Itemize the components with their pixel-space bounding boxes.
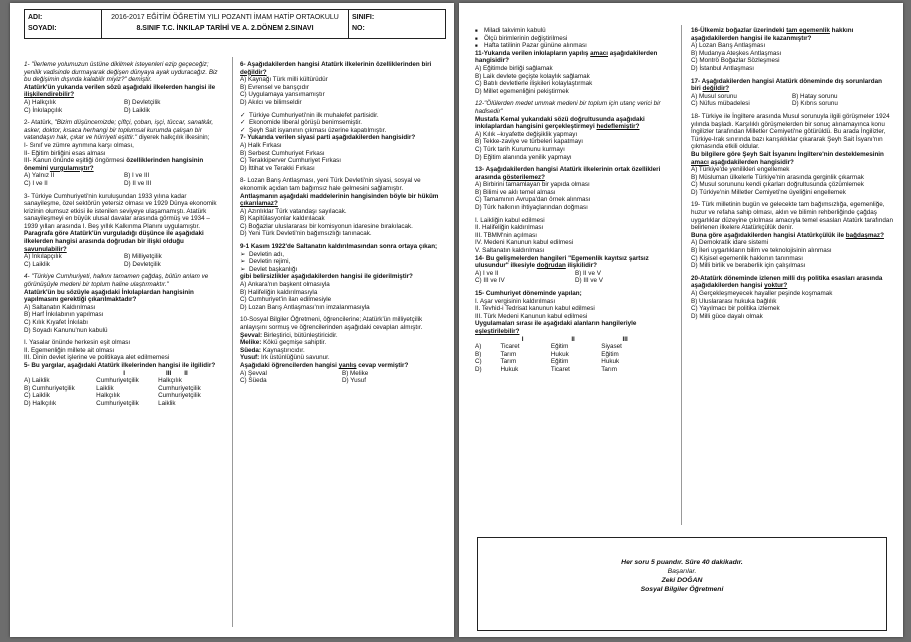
question-11 [475, 27, 675, 95]
q12-option-a[interactable]: A) Kılık –kıyafette değişiklik yapmayı [475, 130, 578, 138]
q13-option-d[interactable]: D) Türk halkının ihtiyaçlarından doğması [475, 204, 588, 212]
q2-stem-emphasis: vurgulamıştır? [49, 164, 94, 172]
q2-item-2: II- Eğitim birliğini esas alması [24, 149, 106, 157]
q5-item-2: II. Egemenliğin millete ait olması [24, 346, 115, 354]
q7-option-d[interactable]: D) İttihat ve Terakki Fırkası [240, 164, 315, 172]
question-13 [475, 166, 675, 212]
student-info-cell [25, 10, 102, 38]
question-18 [691, 113, 893, 197]
q8-stem: Antlaşmanın aşağıdaki maddelerinin hangisinden böyle bir hüküm [240, 192, 439, 200]
surname-label: SOYADI: [28, 25, 57, 32]
q9-option-d[interactable]: D) Lozan Barış Antlaşması'nın imzalanmasıyla [240, 303, 370, 311]
q10-answer-3: Kaynaştırıcıdır. [261, 346, 305, 354]
q5-option-d[interactable]: D) Halkçılık Cumhuriyetçilik Laiklik [24, 399, 176, 407]
q17-option-a[interactable]: A) Musul sorunu [691, 92, 737, 100]
page2-right-column [691, 27, 893, 325]
q18-option-b[interactable]: B) Müsluman ülkelerle Türkiye'nin arasında gerginlik çıkarmak [691, 173, 864, 181]
q3-text: 3- Türkiye Cumhuriyeti'nin kuruluşundan 1933 yılına kadar sanayileşme, özel sektörün yetersiz olması ve 1929 Dünya ekonomik krizinin olumsuz etkisi ile istenilen seviyeye ulaşamamıştı. Atatürk sanayileşmeyi en büyük ulusal davalar arasında görmüş ve 1934 – 1939 yılları arasında I. Beş yıllık Kalkınma Planını uygulamıştır. [24, 192, 217, 230]
q2-option-b[interactable]: B) I ve III [124, 172, 150, 180]
q1-option-d[interactable]: D) Laiklik [124, 106, 150, 114]
q2-quote: "Bizim düşüncemizde; çiftçi, çoban, işçi, tüccar, sanatkâr, asker, doktor, kısaca herhangi bir toplumsal kurumda çalışan bir vatandaşın hak, çıkar ve hürriyeti eşittir." [24, 119, 214, 142]
question-14 [475, 217, 675, 285]
q12-stem-emphasis: hedeflemiştir? [596, 123, 640, 131]
q10-student-4: Yusuf: [240, 354, 260, 362]
q14-item-1: I. Laikliğin kabul edilmesi [475, 216, 545, 224]
q12-quote: 12-"Ölülerden medet ummak medeni bir toplum için utanç verici bir hadisedir" [475, 100, 661, 115]
q5-stem: 5- Bu yargılar, aşağıdaki Atatürk ilkelerinden hangisi ile ilgilidir? [24, 361, 216, 369]
q1-stem: Atatürk'ün yukarıda verilen sözü aşağıdaki ilkelerden hangisi ile [24, 83, 216, 91]
q16-stem-emphasis: tam egemenlik [786, 27, 830, 34]
exam-title-cell [102, 10, 349, 38]
q11-option-b[interactable]: B) Laik devlete geçişte kolaylık sağlamak [475, 72, 590, 80]
no-label: NO: [352, 25, 365, 32]
question-9 [240, 243, 444, 311]
question-15 [475, 290, 675, 374]
q2-option-a[interactable]: A) Yalnız II [24, 172, 55, 180]
q20-option-c[interactable]: C) Yayılmacı bir politika izlemek [691, 305, 780, 313]
footer-note: Her soru 5 puandır. Süre 40 dakikadır. [621, 559, 743, 566]
name-label: ADI: [28, 14, 43, 21]
class-info-cell [349, 10, 445, 38]
question-8 [240, 177, 444, 238]
q20-stem: 20-Atatürk döneminde izlenen milli dış politika esasları arasında aşağıdakilerden hangisi [691, 274, 883, 290]
q15-stem-emphasis: eşleştirilebilir? [475, 327, 520, 335]
q1-stem-emphasis: ilişkilendirebilir? [24, 91, 75, 99]
exam-header [24, 9, 446, 39]
q17-stem-emphasis: değildir? [702, 85, 730, 93]
q18-text: 18- Türkiye ile İngiltere arasında Musul sorunuyla ilgili görüşmeler 1924 yılında başladı. Karşılıklı görüşmelerden bir sonuç alınamayınca konu İngilizler tarafından Milletler Cemiyeti'ne götürüldü. Bu arada İngilizler, Türkiye-Irak sınırında bazı karışıklıklar çıkararak Şeyh Sait İsyanı'nın çıkmasında etkili oldular. [691, 112, 890, 151]
q15-col-1: I [521, 335, 524, 343]
q15-option-c[interactable]: C) Tarım Eğitim Hukuk [475, 358, 620, 366]
question-3 [24, 193, 224, 269]
exam-page-2 [459, 3, 903, 637]
q5-col-2: II [184, 369, 188, 377]
q1-option-a[interactable]: A) Halkçılık [24, 98, 56, 106]
q5-option-a[interactable]: A) Laiklik Cumhuriyetçilik Halkçılık [24, 377, 182, 385]
q11-option-a[interactable]: A) Eğitimde birliği sağlamak [475, 64, 553, 72]
q10-option-c[interactable]: C) Süeda [240, 377, 267, 385]
q12-option-d[interactable]: D) Eğitim alanında yenilik yapmayı [475, 153, 572, 161]
q20-option-d[interactable]: D) Milli güce dayalı olmak [691, 312, 763, 320]
q6-option-a[interactable]: A) Kaynağı Türk milli kültürüdür [240, 76, 328, 84]
q14-stem-emphasis: doğrudan [536, 262, 566, 270]
footer-wish: Başarılar. [667, 568, 697, 575]
q20-stem-emphasis: yoktur? [764, 282, 788, 290]
q10-answer-4: Irk üstünlüğünü savunur. [259, 354, 330, 362]
left-column [24, 61, 224, 407]
q18-option-c[interactable]: C) Musul sorununu kendi çıkarları doğrultusunda çözümlemek [691, 181, 864, 189]
q16-option-d[interactable]: D) İstanbul Antlaşması [691, 64, 754, 72]
q11-stem-end: aşağıdakilerden hangisidir? [475, 49, 658, 65]
q18-stem: Bu bilgilere göre Şeyh Sait İsyanını İngiltere'nin desteklemesinin [691, 150, 884, 158]
q8-text: 8- Lozan Barış Antlaşması, yeni Türk Devleti'nin siyasi, sosyal ve ekonomik açıdan tam bağımsız hale gelmesini sağlamıştır. [240, 177, 421, 192]
q19-option-c[interactable]: C) Kişisel egemenlik hakkının tanınması [691, 254, 803, 262]
q14-stem-end: ilişkilidir? [565, 262, 597, 270]
q9-line-1: ➢ Devletin adı, [240, 251, 444, 259]
q17-option-b[interactable]: B) Hatay sorunu [792, 92, 838, 100]
q10-stem: Aşağıdaki öğrencilerden hangisi [240, 361, 339, 369]
q2-intro: 2- Atatürk, [24, 119, 55, 127]
question-10 [240, 316, 444, 384]
q18-stem-emphasis: amacı [691, 158, 709, 166]
q13-stem: 13- Aşağıdakilerden hangisi Atatürk ilkelerinin ortak özellikleri arasında [475, 166, 661, 181]
q11-stem: 11-Yukarıda verilen inkılapların yapılış [475, 49, 591, 57]
question-19 [691, 201, 893, 269]
q9-line-3: ➢ Devlet başkanlığı [240, 266, 444, 274]
q6-option-b[interactable]: B) Evrensel ve barışçıdır [240, 83, 309, 91]
q5-option-b[interactable]: B) Cumhuriyetçilik Laiklik Cumhuriyetçilik [24, 384, 201, 392]
q15-item-1: I. Aşar vergisinin kaldırılması [475, 297, 556, 305]
question-5 [24, 339, 224, 407]
exam-title: 8.SINIF T.C. İNKILAP TARİHİ VE A. 2.DÖNEM 2.SINAVI [136, 25, 314, 32]
q4-option-a[interactable]: A) Saltanatın Kaldırılması [24, 303, 96, 311]
q15-col-3: III [622, 335, 628, 343]
q7-line-1: ✓ Türkiye Cumhuriyeti'nin ilk muhalefet partisidir. [240, 112, 444, 120]
q11-line-1: ■ Miladi takvimin kabulü [475, 27, 675, 35]
q8-option-c[interactable]: C) Boğazlar uluslararası bir komisyonun idaresine bırakılacak. [240, 222, 413, 230]
question-16 [691, 27, 893, 73]
middle-column [240, 61, 444, 390]
q2-stem: özelliklerinden hangisinin önemini [24, 157, 204, 172]
q8-option-d[interactable]: D) Yeni Türk Devleti'nin bağımsızlığı tanınacak. [240, 230, 372, 238]
q4-stem: Atatürk'ün bu sözüyle aşağıdaki İnkılaplardan hangisinin yapılmasını gerektiği çıkarılmaktadır? [24, 288, 194, 304]
q19-option-a[interactable]: A) Demokratik idare sistemi [691, 239, 768, 247]
q10-answer-1: Birleştirici, bütünleştiricidir. [262, 331, 338, 339]
q6-option-d[interactable]: D) Akılcı ve bilimseldir [240, 98, 302, 106]
q16-option-b[interactable]: B) Mudanya Ateşkes Antlaşması [691, 49, 782, 57]
q11-line-3: ■ Hafta tatilinin Pazar gününe alınması [475, 42, 675, 50]
question-2 [24, 119, 224, 187]
question-7 [240, 112, 444, 173]
q5-item-3: III. Dinin devlet işlerine ve politikaya alet edilmemesi [24, 354, 170, 362]
q6-stem: 6- Aşağıdakilerden hangisi Atatürk ilkelerinin özelliklerinden biri [240, 61, 432, 68]
question-1 [24, 61, 224, 114]
q9-option-c[interactable]: C) Cumhuriyet'in ilan edilmesiyle [240, 296, 332, 304]
q14-option-c[interactable]: C) III ve IV [475, 277, 505, 285]
q9-stem: 9-1 Kasım 1922'de Saltanatın kaldırılmasından sonra ortaya çıkan; [240, 243, 438, 251]
q7-line-2: ✓ Ekonomide liberal görüşü benimsemiştir. [240, 119, 444, 127]
q16-stem-end: hakkını aşağıdakilerden hangisi ile kazanmıştır? [691, 27, 854, 42]
question-12 [475, 100, 675, 161]
q7-option-c[interactable]: C) Terakkiperver Cumhuriyet Fırkası [240, 157, 342, 165]
q5-col-1: I [123, 369, 125, 377]
q10-option-b[interactable]: B) Melike [342, 369, 369, 377]
q4-quote: 4- "Türkiye Cumhuriyeti, halkını tamamen çağdaş, bütün anlam ve görünüşüyle medeni bir toplum haline ulaştırmaktır." [24, 273, 209, 289]
q2-option-d[interactable]: D) II ve III [124, 179, 152, 187]
q2-option-c[interactable]: C) I ve II [24, 179, 48, 187]
q11-option-d[interactable]: D) Millet egemenliğini pekiştirmek [475, 87, 569, 95]
q3-option-b[interactable]: B) Milliyetçilik [124, 253, 162, 261]
q2-item-1: I- Sınıf ve zümre ayrımına karşı olması, [24, 141, 134, 149]
column-divider-2 [681, 25, 682, 525]
q20-option-a[interactable]: A) Gerçekleşmeyecek hayaller peşinde koşmamak [691, 290, 833, 297]
q17-option-d[interactable]: D) Kıbrıs sorunu [792, 100, 838, 108]
q10-stem-emphasis: yanlış [338, 361, 357, 369]
q3-option-a[interactable]: A) İnkılapçılık [24, 253, 62, 261]
q11-option-c[interactable]: C) Batılı devletlerle ilişkileri kolaylaştırmak [475, 80, 593, 88]
q16-stem: 16-Ülkemiz boğazlar üzerindeki [691, 27, 787, 34]
q12-stem: Mustafa Kemal yukarıdaki sözü doğrultusunda aşağıdaki inkılaplardan hangisini gerçekleştirmeyi [475, 115, 645, 131]
q9-option-a[interactable]: A) Ankara'nın başkent olmasıyla [240, 281, 330, 289]
q14-item-4: IV. Medeni Kanunun kabul edilmesi [475, 239, 574, 247]
q13-option-b[interactable]: B) Bilimi ve aklı temel alması [475, 188, 556, 196]
q4-option-c[interactable]: C) Kılık Kıyafet İnkılabı [24, 319, 89, 326]
q4-option-d[interactable]: D) Soyadı Kanunu'nun kabulü [24, 326, 108, 334]
q7-option-b[interactable]: B) Serbest Cumhuriyet Fırkası [240, 149, 325, 157]
school-name: 2016-2017 EĞİTİM ÖĞRETİM YILI POZANTI İMAM HATİP ORTAOKULU [111, 14, 339, 21]
q4-option-b[interactable]: B) Harf İnkılabının yapılması [24, 311, 104, 319]
teacher-title: Sosyal Bilgiler Öğretmeni [640, 586, 724, 593]
class-label: SINIFI: [352, 14, 375, 21]
q14-stem: 14- Bu gelişmelerden hangileri "Egemenlik kayıtsız şartsız ulusundur" ilkesiyle [475, 254, 649, 270]
q9-stem-2: gibi belirsizlikler aşağıdakilerden hangisi ile giderilmiştir? [240, 273, 413, 281]
question-20 [691, 275, 893, 321]
q10-stem-end: cevap vermiştir? [356, 361, 409, 369]
q2-item-3: III- Kanun önünde eşitliği öngörmesi [24, 157, 127, 165]
q9-option-b[interactable]: B) Halifeliğin kaldırılmasıyla [240, 288, 318, 296]
q1-quote: 1- "İlerleme yolumuzun üstüne dikilmek isteyenleri ezip geçeceğiz; yenilik vadisinde durmayarak değişen dünyaya ayak uyduracağız. Biz bu değişimin dışında kalabilir miyiz?" demiştir. [24, 61, 218, 84]
q13-option-a[interactable]: A) Birbirini tamamlayan bir yapıda olması [475, 181, 590, 189]
q14-item-2: II. Halifeliğin kaldırılması [475, 224, 544, 232]
q10-student-3: Süeda: [240, 346, 261, 354]
q3-stem-emphasis: savunulabilir? [24, 245, 67, 253]
q15-stem: 15- Cumhuriyet döneminde yapılan; [475, 290, 582, 297]
q10-student-2: Melike: [240, 339, 262, 347]
q20-option-b[interactable]: B) Uluslararası hukuka bağlılık [691, 297, 777, 305]
question-17 [691, 78, 893, 108]
q17-option-c[interactable]: C) Nüfus mübadelesi [691, 100, 750, 108]
q14-option-a[interactable]: A) I ve II [475, 269, 499, 277]
question-4 [24, 273, 224, 334]
q11-line-2: ■ Ölçü birimlerinin değiştirilmesi [475, 35, 675, 43]
q7-stem: 7- Yukarıda verilen siyasi parti aşağıdakilerden hangisidir? [240, 134, 416, 142]
footer-box [477, 537, 887, 631]
q10-text: 10-Sosyal Bilgiler Öğretmeni, öğrencilerine; Atatürk'ün milliyetçilik anlayışını sormuş ve öğrencilerinden aşağıdaki cevapları almıştır. [240, 316, 423, 331]
q13-option-c[interactable]: C) Tamamının Avrupa'dan örnek alınması [475, 196, 591, 204]
q5-item-1: I. Yasalar önünde herkesin eşit olması [24, 339, 131, 347]
q14-item-5: V. Saltanatın kaldırılması [475, 247, 545, 255]
q19-stem: Buna göre aşağıdakilerden hangisi Atatürkçülük ile [691, 231, 846, 239]
q18-stem-end: aşağıdakilerden hangisidir? [708, 158, 794, 166]
q18-option-a[interactable]: A) Türkiye'de yenilikleri engellemek [691, 166, 790, 174]
q10-option-d[interactable]: D) Yusuf [342, 377, 367, 385]
page2-left-column [475, 27, 675, 379]
q3-option-c[interactable]: C) Laiklik [24, 260, 50, 268]
teacher-name: Zeki DOĞAN [661, 577, 703, 584]
exam-page-1 [10, 3, 454, 637]
q3-stem: Paragrafa göre Atatürk'ün vurguladığı düşünce ile aşağıdaki ilkelerden hangisi arasında doğrudan bir ilişki olduğu [24, 230, 204, 246]
q15-option-d[interactable]: D) Hukuk Ticaret Tarım [475, 365, 618, 373]
q17-stem: 17- Aşağıdakilerden hangisi Atatürk döneminde dış sorunlardan biri [691, 77, 882, 93]
q5-option-c[interactable]: C) Laiklik Halkçılık Cumhuriyetçilik [24, 392, 201, 400]
q15-stem-2: Uygulamaları sırası ile aşağıdaki alanların hangileriyle [475, 320, 637, 328]
q15-col-2: II [571, 335, 575, 343]
q5-col-3: III [166, 369, 172, 377]
q16-option-c[interactable]: C) Montrö Boğazlar Sözleşmesi [691, 57, 780, 65]
q10-answer-2: Kökü geçmişe sahiptir. [261, 339, 327, 347]
q2-intro-end: diyerek halkçılık ilkesinin; [136, 134, 210, 142]
q12-option-b[interactable]: B) Tekke-zaviye ve türbeleri kapatmayı [475, 138, 584, 146]
q9-line-2: ➢ Devletin rejimi, [240, 258, 444, 266]
q14-option-d[interactable]: D) III ve V [575, 277, 603, 285]
q8-stem-emphasis: çıkarılamaz? [240, 200, 278, 208]
q11-stem-emphasis: amacı [590, 49, 609, 57]
q1-option-b[interactable]: B) Devletçilik [124, 98, 161, 106]
q15-options-table [475, 336, 655, 374]
q19-option-b[interactable]: B) İleri uygarlıkların bilim ve teknolojisinin alınması [691, 247, 832, 255]
q12-option-c[interactable]: C) Türk tarih Kurumunu kurmayı [475, 145, 565, 153]
q7-line-3: ✓ Şeyh Sait isyanının çıkması üzerine kapatılmıştır. [240, 127, 444, 135]
q13-stem-emphasis: gösterilemez? [502, 173, 545, 181]
q15-item-3: III. Türk Medeni Kanunun kabul edilmesi [475, 312, 588, 320]
q15-option-b[interactable]: B) Tarım Hukuk Eğitim [475, 350, 619, 358]
question-6 [240, 61, 444, 107]
q19-text: 19- Türk milletinin bugün ve gelecekte tam bağımsızlığa, egemenliğe, huzur ve refaha sahip olması, aklın ve bilimin rehberliğinde çağdaş uygarlıklar düzeyine çıkılması amacıyla temel esasları Atatürk tarafından belirlenen ilkelere Atatürkçülük denir. [691, 201, 893, 232]
q7-option-a[interactable]: A) Halk Fırkası [240, 141, 282, 149]
q1-option-c[interactable]: C) İnkılapçılık [24, 106, 63, 114]
q15-option-a[interactable]: A) Ticaret Eğitim Siyaset [475, 343, 622, 351]
q16-option-a[interactable]: A) Lozan Barış Antlaşması [691, 42, 766, 50]
q10-student-1: Şevval: [240, 331, 263, 339]
q6-stem-emphasis: değildir? [240, 68, 267, 76]
q10-option-a[interactable]: A) Şevval [240, 369, 267, 377]
q18-option-d[interactable]: D) Türkiye'nin Milletler Cemiyeti'ne üyeliğini engellemek [691, 188, 846, 196]
q8-option-b[interactable]: B) Kapitülasyonlar kaldırılacak [240, 215, 325, 223]
q19-option-d[interactable]: D) Milli birlik ve beraberlik için çalışılması [691, 262, 806, 270]
q3-option-d[interactable]: D) Devletçilik [124, 260, 161, 268]
q19-stem-emphasis: bağdaşmaz? [845, 231, 884, 239]
q14-item-3: III. TBMM'nin açılması [475, 231, 537, 239]
q8-option-a[interactable]: A) Azınlıklar Türk vatandaşı sayılacak. [240, 207, 347, 215]
q15-item-2: II. Tevhid-i Tedrisat kanunun kabul edilmesi [475, 305, 595, 313]
q14-option-b[interactable]: B) II ve V [575, 269, 601, 277]
q6-option-c[interactable]: C) Uygulamaya yansımamıştır [240, 91, 325, 99]
column-divider [232, 57, 233, 627]
